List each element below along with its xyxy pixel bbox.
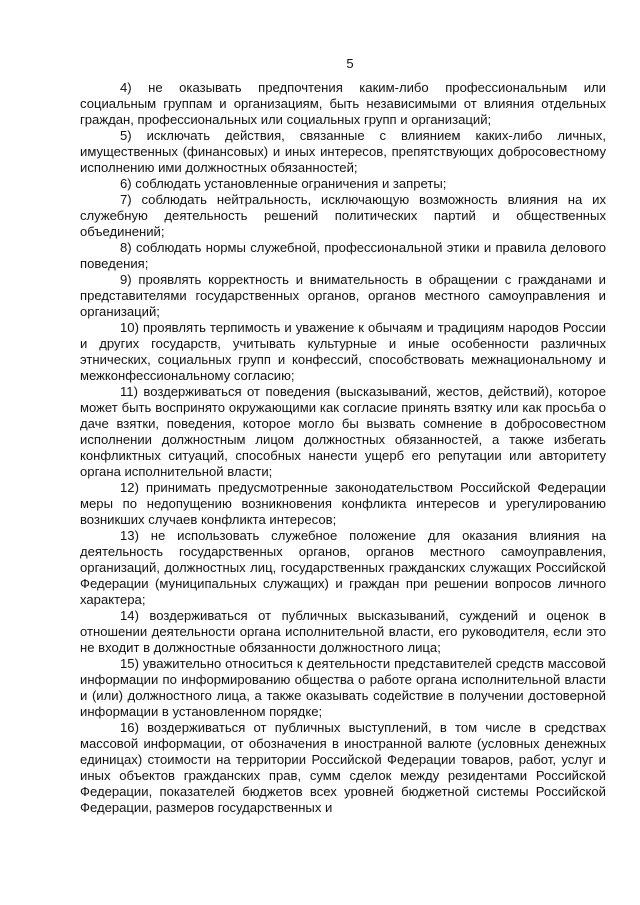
paragraph-item-4: 4) не оказывать предпочтения каким-либо профессиональным или социальным группам и организациям, быть независимыми от влияния отдельных граждан, профессиональных или социальных групп и организаций; bbox=[80, 80, 606, 127]
paragraph-item-9: 9) проявлять корректность и внимательность в обращении с гражданами и представителями государственных органов, органов местного самоуправления и организаций; bbox=[80, 272, 606, 319]
paragraph-item-11: 11) воздерживаться от поведения (высказываний, жестов, действий), которое может быть воспринято окружающими как согласие принять взятку или как просьба о даче взятки, поведения, которое могло бы вызвать сомнение в добросовестном исполнении должностным лицом должностных обязанностей, а также избегать конфликтных ситуаций, способных нанести ущерб его репутации или авторитету органа исполнительной власти; bbox=[80, 384, 606, 479]
paragraph-item-10: 10) проявлять терпимость и уважение к обычаям и традициям народов России и других государств, учитывать культурные и иные особенности различных этнических, социальных групп и конфессий, способствовать межнациональному и межконфессиональному согласию; bbox=[80, 320, 606, 383]
paragraph-item-16: 16) воздерживаться от публичных выступлений, в том числе в средствах массовой информации, от обозначения в иностранной валюте (условных денежных единицах) стоимости на территории Российской Федерации товаров, работ, услуг и иных объектов гражданских прав, сумм сделок между резидентами Российской Федерации, показателей бюджетов всех уровней бюджетной системы Российской Федерации, размеров государственных и bbox=[80, 720, 606, 815]
paragraph-item-6: 6) соблюдать установленные ограничения и запреты; bbox=[120, 176, 447, 191]
paragraph-item-15: 15) уважительно относиться к деятельности представителей средств массовой информации по информированию общества о работе органа исполнительной власти и (или) должностного лица, а также оказывать содействие в получении достоверной информации в установленном порядке; bbox=[80, 656, 606, 719]
paragraph-item-7: 7) соблюдать нейтральность, исключающую возможность влияния на их служебную деятельность решений политических партий и общественных объединений; bbox=[80, 192, 606, 239]
paragraph-item-5: 5) исключать действия, связанные с влиянием каких-либо личных, имущественных (финансовых) и иных интересов, препятствующих добросовестному исполнению ими должностных обязанностей; bbox=[80, 128, 606, 175]
paragraph-item-12: 12) принимать предусмотренные законодательством Российской Федерации меры по недопущению возникновения конфликта интересов и урегулированию возникших случаев конфликта интересов; bbox=[80, 480, 606, 527]
page-number: 5 bbox=[346, 56, 354, 71]
paragraph-item-8: 8) соблюдать нормы служебной, профессиональной этики и правила делового поведения; bbox=[80, 240, 606, 271]
paragraph-item-13: 13) не использовать служебное положение для оказания влияния на деятельность государственных органов, органов местного самоуправления, организаций, должностных лиц, государственных гражданских служащих Российской Федерации (муниципальных служащих) и граждан при решении вопросов личного характера; bbox=[80, 528, 606, 607]
paragraph-item-14: 14) воздерживаться от публичных высказываний, суждений и оценок в отношении деятельности органа исполнительной власти, его руководителя, если это не входит в должностные обязанности должностного лица; bbox=[80, 608, 606, 655]
